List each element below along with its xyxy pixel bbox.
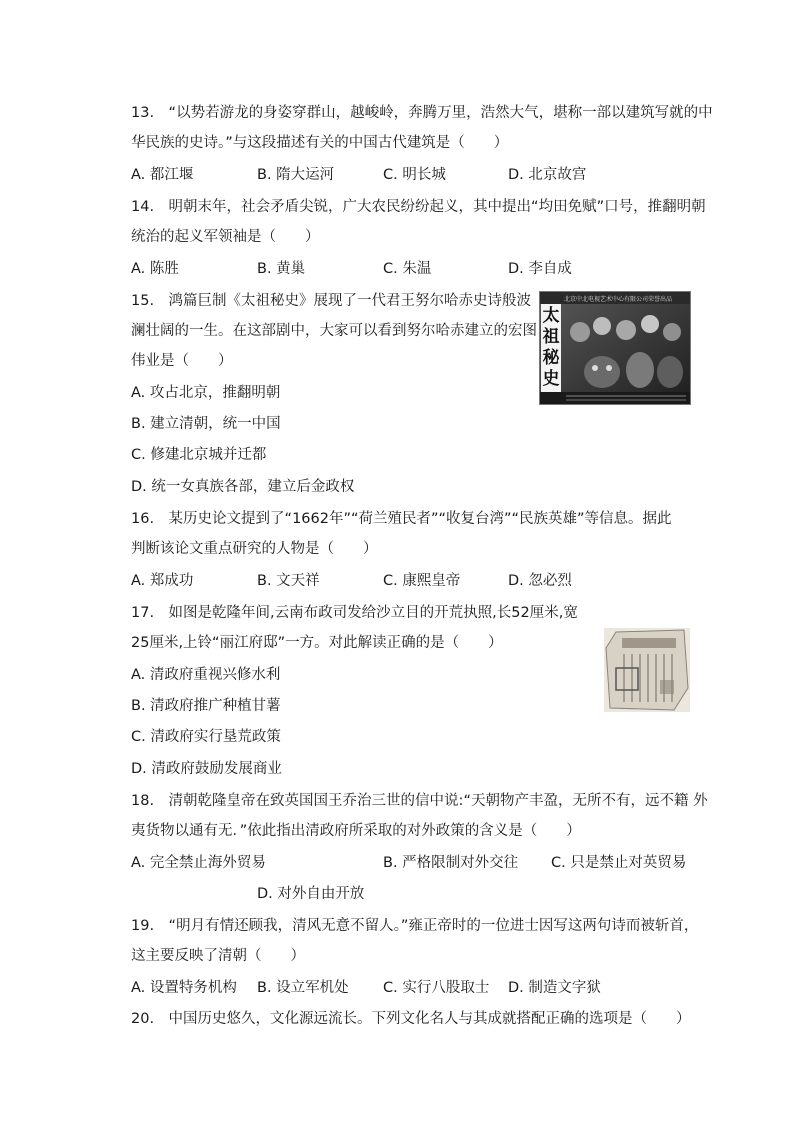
question-19-option-a: A. 设置特务机构 xyxy=(131,980,237,996)
question-16-option-d: D. 忽必烈 xyxy=(508,573,572,589)
poster-art xyxy=(540,292,690,404)
question-15-option-b: B. 建立清朝，统一中国 xyxy=(131,416,281,432)
poster-banner-text: 北京中北电视艺术中心有限公司荣誉出品 xyxy=(564,296,673,303)
question-18-option-d: D. 对外自由开放 xyxy=(257,886,365,902)
question-15-option-c: C. 修建北京城并迁都 xyxy=(131,447,267,463)
question-18-stem-line-2: 夷货物以通有无．”依此指出清政府所采取的对外政策的含义是（ ） xyxy=(131,823,581,839)
question-17-option-d: D. 清政府鼓励发展商业 xyxy=(131,761,282,777)
question-13-stem-line-1: 13. “以势若游龙的身姿穿群山，越峻岭，奔腾万里，浩然大气，堪称一部以建筑写就的中 xyxy=(131,105,713,121)
question-18-option-b: B. 严格限制对外交往 xyxy=(383,855,519,871)
question-14-option-a: A. 陈胜 xyxy=(131,261,179,277)
question-19-option-c: C. 实行八股取士 xyxy=(383,980,490,996)
question-19-stem-line-1: 19. “明月有情还顾我，清风无意不留人。”雍正帝时的一位进士因写这两句诗而被斩首， xyxy=(131,918,699,934)
license-art xyxy=(604,628,690,712)
question-18-stem-line-1: 18. 清朝乾隆皇帝在致英国国王乔治三世的信中说:“天朝物产丰盈，无所不有，远不籍 外 xyxy=(131,793,708,809)
question-16-option-a: A. 郑成功 xyxy=(131,573,194,589)
question-18-option-c: C. 只是禁止对英贸易 xyxy=(551,855,687,871)
question-14-stem-line-1: 14. 明朝末年，社会矛盾尖锐，广大农民纷纷起义，其中提出“均田免赋”口号，推翻明朝 xyxy=(131,199,706,215)
question-15-stem-line-2: 澜壮阔的一生。在这部剧中，大家可以看到努尔哈赤建立的宏图 xyxy=(131,323,537,339)
question-16-option-c: C. 康熙皇帝 xyxy=(383,573,461,589)
question-18-option-a: A. 完全禁止海外贸易 xyxy=(131,855,266,871)
question-13-option-a: A. 都江堰 xyxy=(131,167,194,183)
question-15-option-a: A. 攻占北京，推翻明朝 xyxy=(131,385,281,401)
question-19-option-b: B. 设立军机处 xyxy=(257,980,349,996)
question-16-stem-line-1: 16. 某历史论文提到了“1662年”“荷兰殖民者”“收复台湾”“民族英雄”等信息。据此 xyxy=(131,511,672,527)
question-14-option-b: B. 黄巢 xyxy=(257,261,306,277)
question-15-stem-line-3: 伟业是（ ） xyxy=(131,353,233,369)
question-17-option-b: B. 清政府推广种植甘薯 xyxy=(131,698,281,714)
question-17-option-c: C. 清政府实行垦荒政策 xyxy=(131,729,281,745)
poster-title-text: 太祖秘史 xyxy=(542,306,560,389)
question-13-option-d: D. 北京故宫 xyxy=(508,167,587,183)
question-15-option-d: D. 统一女真族各部，建立后金政权 xyxy=(131,479,355,495)
question-19-stem-line-2: 这主要反映了清朝（ ） xyxy=(131,948,305,964)
question-15-stem-line-1: 15. 鸿篇巨制《太祖秘史》展现了一代君王努尔哈赤史诗般波 xyxy=(131,293,532,309)
question-14-stem-line-2: 统治的起义军领袖是（ ） xyxy=(131,229,320,245)
question-16-stem-line-2: 判断该论文重点研究的人物是（ ） xyxy=(131,541,378,557)
question-13-stem-line-2: 华民族的史诗。”与这段描述有关的中国古代建筑是（ ） xyxy=(131,135,509,151)
question-20-stem-line-1: 20. 中国历史悠久，文化源远流长。下列文化名人与其成就搭配正确的选项是（ ） xyxy=(131,1011,691,1027)
land-reclamation-license-image xyxy=(604,628,690,712)
question-14-option-c: C. 朱温 xyxy=(383,261,432,277)
question-17-option-a: A. 清政府重视兴修水利 xyxy=(131,667,281,683)
question-13-option-c: C. 明长城 xyxy=(383,167,446,183)
question-14-option-d: D. 李自成 xyxy=(508,261,572,277)
question-17-stem-line-2: 25厘米,上铃“丽江府邸”一方。对此解读正确的是（ ） xyxy=(131,635,503,651)
question-13-option-b: B. 隋大运河 xyxy=(257,167,335,183)
question-17-stem-line-1: 17. 如图是乾隆年间,云南布政司发给沙立目的开荒执照,长52厘米,宽 xyxy=(131,605,578,621)
tv-drama-poster-image xyxy=(539,291,691,405)
question-19-option-d: D. 制造文字狱 xyxy=(508,980,601,996)
question-16-option-b: B. 文天祥 xyxy=(257,573,320,589)
